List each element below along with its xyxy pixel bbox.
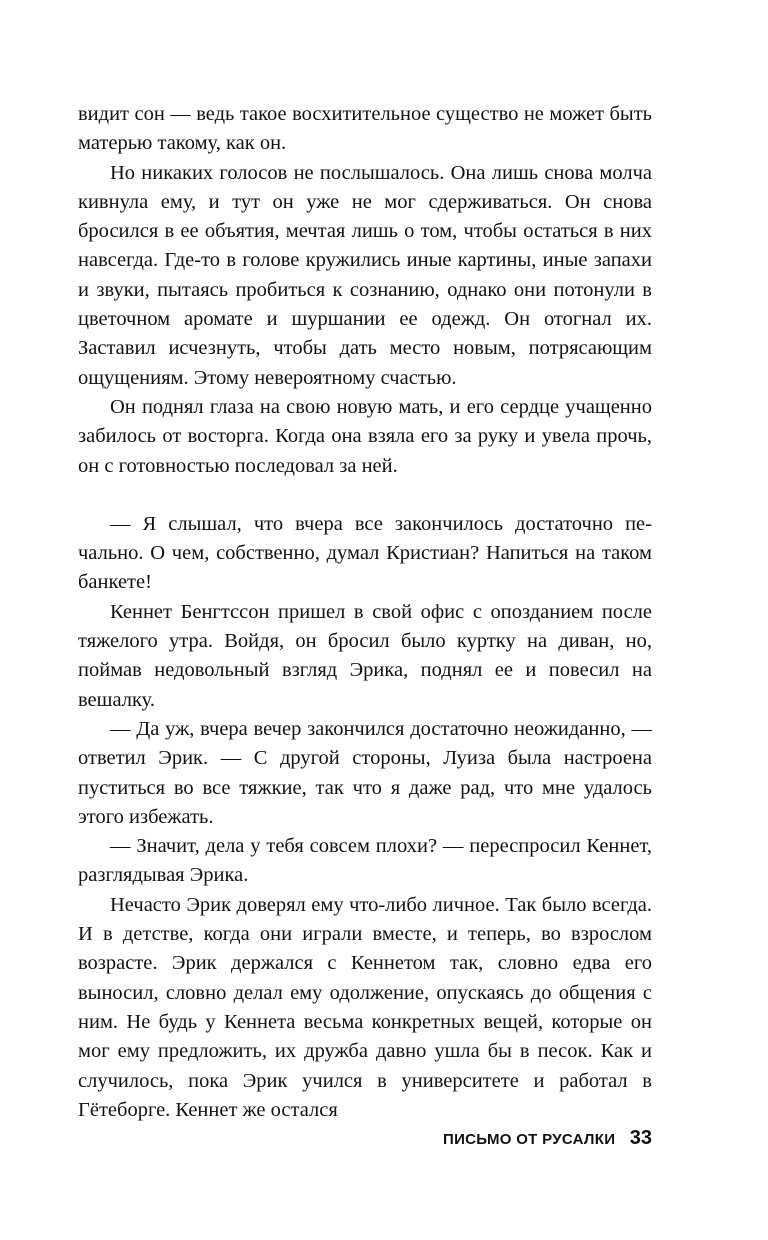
running-title: ПИСЬМО ОТ РУСАЛКИ xyxy=(442,1131,616,1148)
paragraph: Кеннет Бенгтссон пришел в свой офис с опозданием после тяжелого утра. Войдя, он бросил было куртку на диван, но, поймав недовольный взгляд Эрика, поднял ее и повесил на вешалку. xyxy=(78,600,652,711)
page-number: 33 xyxy=(629,1127,652,1149)
paragraph: Он поднял глаза на свою новую мать, и его сердце учащенно забилось от восторга. Когда она взяла его за руку и увела прочь, он с готовностью последовал за ней. xyxy=(78,395,652,477)
paragraph: Но никаких голосов не послышалось. Она лишь снова молча кивнула ему, и тут он уже не мог сдерживаться. Он снова бросился в ее объятия, мечтая лишь о том, чтобы остаться в них навсегда. Где-то в голове кружились иные картины, иные запахи и звуки, пытаясь пробиться к сознанию, однако они потонули в цветочном аромате и шуршании ее одежд. Он отогнал их. Заставил исчезнуть, чтобы дать место новым, потрясающим ощущениям. Этому невероятному счастью. xyxy=(78,161,652,389)
running-footer xyxy=(78,1127,652,1150)
dialogue-paragraph: — Да уж, вчера вечер закончился достаточно неожиданно, — ответил Эрик. — С другой стороны, Луиза была настроена пуститься во все тяжкие, так что я даже рад, что мне удалось этого избежать. xyxy=(78,717,652,828)
paragraph: Нечасто Эрик доверял ему что-либо личное. Так было всегда. И в детстве, когда они играли вместе, и теперь, во взрослом возрасте. Эрик держался с Кеннетом так, словно едва его выносил, словно делал ему одолжение, опускаясь до общения с ним. Не будь у Кеннета весьма конкретных вещей, которые он мог ему предложить, их дружба давно ушла бы в песок. Как и случилось, пока Эрик учился в университете и работал в Гётеборге. Кеннет же остался xyxy=(78,893,652,1121)
section-break xyxy=(78,481,652,510)
dialogue-paragraph: — Значит, дела у тебя совсем плохи? — переспросил Кеннет, разглядывая Эрика. xyxy=(78,835,652,887)
dialogue-paragraph: — Я слышал, что вчера все закончилось достаточно печально. О чем, собственно, думал Кристиан? Напиться на таком банкете! xyxy=(78,512,652,594)
body-text xyxy=(78,100,652,1125)
paragraph-continuation: видит сон — ведь такое восхитительное существо не может быть матерью такому, как он. xyxy=(78,103,652,155)
